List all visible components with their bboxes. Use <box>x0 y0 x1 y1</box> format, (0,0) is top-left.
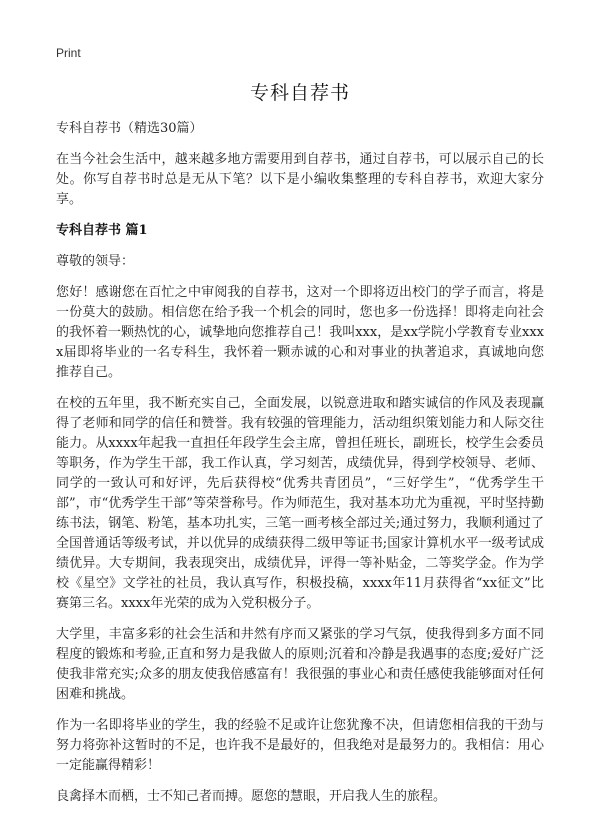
intro-paragraph: 在当今社会生活中，越来越多地方需要用到自荐书，通过自荐书，可以展示自己的长处。你写自荐书时总是无从下笔？以下是小编收集整理的专科自荐书，欢迎大家分享。 <box>56 152 544 207</box>
print-label[interactable]: Print <box>56 46 81 60</box>
document-subtitle: 专科自荐书（精选30篇） <box>56 121 203 136</box>
document-title: 专科自荐书 <box>249 82 350 104</box>
body-paragraph: 大学里，丰富多彩的社会生活和井然有序而又紧张的学习气氛，使我得到多方面不同程度的锻炼和考验,正直和努力是我做人的原则;沉着和冷静是我遇事的态度;爱好广泛使我非常充实;众多的朋友使我倍感富有！我很强的事业心和责任感使我能够面对任何困难和挑战。 <box>56 627 544 702</box>
document-body <box>56 119 544 818</box>
body-paragraph: 作为一名即将毕业的学生，我的经验不足或许让您犹豫不决，但请您相信我的干劲与努力将弥补这暂时的不足，也许我不是最好的，但我绝对是最努力的。我相信：用心一定能赢得精彩！ <box>56 718 544 773</box>
section-heading: 专科自荐书 篇1 <box>56 223 148 238</box>
body-paragraph: 您好！感谢您在百忙之中审阅我的自荐书，这对一个即将迈出校门的学子而言，将是一份莫大的鼓励。相信您在给予我一个机会的同时，您也多一份选择！即将走向社会的我怀着一颗热忱的心，诚挚地向您推荐自己！我叫xxx，是xx学院小学教育专业xxxx届即将毕业的一名专科生，我怀着一颗赤诚的心和对事业的执著追求，真诚地向您推荐自己。 <box>56 285 544 380</box>
greeting: 尊敬的领导： <box>56 254 135 269</box>
body-paragraph: 在校的五年里，我不断充实自己，全面发展，以锐意进取和踏实诚信的作风及表现赢得了老师和同学的信任和赞誉。我有较强的管理能力，活动组织策划能力和人际交往能力。从xxxx年起我一直担任年段学生会主席，曾担任班长，副班长，校学生会委员等职务，作为学生干部，我工作认真，学习刻苦，成绩优异，得到学校领导、老师、同学的一致认可和好评，先后获得校“优秀共青团员”，“三好学生”，“优秀学生干部”，市“优秀学生干部”等荣誉称号。作为师范生，我对基本功尤为重视，平时坚持勤练书法，钢笔、粉笔，基本功扎实，三笔一画考核全部过关;通过努力，我顺利通过了全国普通话等级考试，并以优异的成绩获得二级甲等证书;国家计算机水平一级考试成绩优异。大专期间，我表现突出，成绩优异，评得一等补贴金，二等奖学金。作为学校《星空》文学社的社员，我认真写作，积极投稿，xxxx年11月获得省“xx征文”比赛第三名。xxxx年光荣的成为入党积极分子。 <box>56 396 544 611</box>
body-paragraph: 良禽择木而栖，士不知己者而搏。愿您的慧眼，开启我人生的旅程。 <box>56 789 447 804</box>
